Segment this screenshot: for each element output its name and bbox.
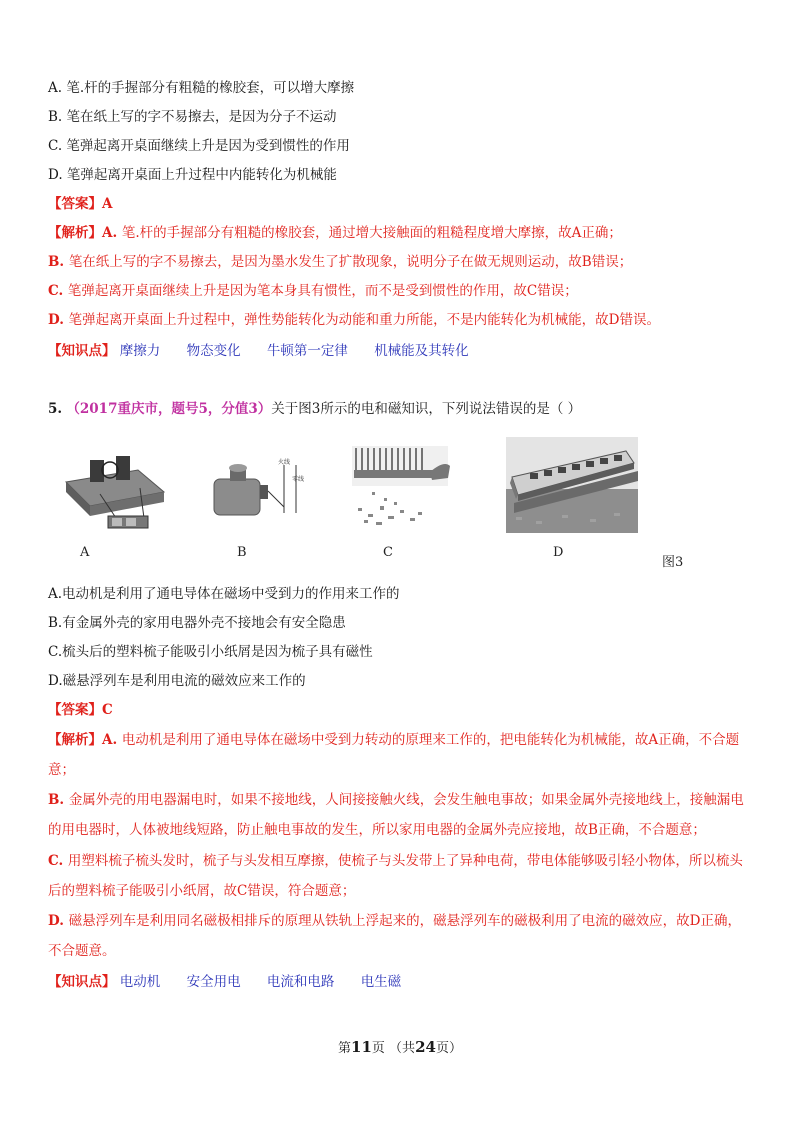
kp-item: 牛顿第一定律 xyxy=(266,343,348,359)
q5-analysis-line: 后的塑料梳子能吸引小纸屑，故C错误，符合题意； xyxy=(48,883,356,899)
figure-label-b: B xyxy=(237,545,247,560)
figure-c-comb xyxy=(344,442,454,528)
q4-option-a: A. 笔.杆的手握部分有粗糙的橡胶套，可以增大摩擦 xyxy=(48,80,355,96)
q5-analysis-line: 不合题意。 xyxy=(48,943,116,959)
page-footer: 第11页 （共24页） xyxy=(338,1038,462,1056)
q5-analysis-line: 的用电器时，人体被地线短路，防止触电事故的发生，所以家用电器的金属外壳应接地，故B正确，不合题意； xyxy=(48,822,706,838)
figure-d-maglev-train xyxy=(506,437,638,533)
answer-value: C xyxy=(102,702,113,718)
answer-value: A xyxy=(102,196,113,212)
figure-b-appliance xyxy=(212,455,312,525)
svg-text:零线: 零线 xyxy=(292,476,305,483)
kp-item: 物态变化 xyxy=(186,343,241,359)
kp-item: 电流和电路 xyxy=(266,974,335,990)
answer-tag: 【答案】 xyxy=(48,196,102,212)
q4-option-d: D. 笔弹起离开桌面上升过程中内能转化为机械能 xyxy=(48,167,337,183)
kp-item: 电动机 xyxy=(119,974,161,990)
q4-option-c: C. 笔弹起离开桌面继续上升是因为受到惯性的作用 xyxy=(48,138,350,154)
q5-option-d: D.磁悬浮列车是利用电流的磁效应来工作的 xyxy=(48,673,306,689)
kp-item: 电生磁 xyxy=(360,974,402,990)
q5-option-b: B.有金属外壳的家用电器外壳不接地会有安全隐患 xyxy=(48,615,346,631)
page-number: 11 xyxy=(351,1038,372,1056)
q4-analysis-a: 【解析】A. 笔.杆的手握部分有粗糙的橡胶套，通过增大接触面的粗糙程度增大摩擦，故A正确； xyxy=(48,225,622,241)
kp-tag: 【知识点】 xyxy=(48,974,116,990)
q5-option-c: C.梳头后的塑料梳子能吸引小纸屑是因为梳子具有磁性 xyxy=(48,644,373,660)
q5-analysis-line: 意； xyxy=(48,762,75,778)
figure-a-motor xyxy=(60,444,170,534)
question-source: （2017重庆市，题号5，分值3） xyxy=(66,401,272,417)
q5-analysis-line: 【解析】A. 电动机是利用了通电导体在磁场中受到力转动的原理来工作的，把电能转化为机械能，故A正确，不合题 xyxy=(48,732,740,748)
question-text: 关于图3所示的电和磁知识，下列说法错误的是（ ） xyxy=(271,401,582,417)
q5-stem xyxy=(48,399,581,419)
q4-analysis-b: B. 笔在纸上写的字不易擦去，是因为墨水发生了扩散现象，说明分子在做无规则运动，故B错误； xyxy=(48,254,633,270)
figure-label-d: D xyxy=(553,545,564,560)
q5-knowledge-points xyxy=(48,972,423,992)
analysis-tag: 【解析】 xyxy=(48,225,102,241)
q5-analysis-line: D. 磁悬浮列车是利用同名磁极相排斥的原理从铁轨上浮起来的，磁悬浮列车的磁极利用了电流的磁效应，故D正确， xyxy=(48,913,741,929)
kp-item: 摩擦力 xyxy=(119,343,161,359)
q4-option-b: B. 笔在纸上写的字不易擦去，是因为分子不运动 xyxy=(48,109,337,125)
figure-label-c: C xyxy=(383,545,393,560)
q5-analysis-line: C. 用塑料梳子梳头发时，梳子与头发相互摩擦，使梳子与头发带上了异种电荷，带电体能够吸引轻小物体，所以梳头 xyxy=(48,853,743,869)
figure-label-a: A xyxy=(80,545,90,560)
kp-item: 安全用电 xyxy=(186,974,241,990)
q5-analysis-line: B. 金属外壳的用电器漏电时，如果不接地线，人间接接触火线，会发生触电事故；如果金属外壳接地线上，接触漏电 xyxy=(48,792,744,808)
q5-option-a: A.电动机是利用了通电导体在磁场中受到力的作用来工作的 xyxy=(48,586,400,602)
page-total: 24 xyxy=(415,1038,436,1056)
kp-item: 机械能及其转化 xyxy=(374,343,469,359)
q4-knowledge-points xyxy=(48,341,491,361)
svg-text:火线: 火线 xyxy=(278,459,291,466)
q4-answer xyxy=(48,194,112,214)
q5-answer xyxy=(48,700,113,720)
figure-caption: 图3 xyxy=(662,555,684,570)
answer-tag: 【答案】 xyxy=(48,702,102,718)
q4-analysis-d: D. 笔弹起离开桌面上升过程中，弹性势能转化为动能和重力所能，不是内能转化为机械能，故D错误。 xyxy=(48,312,660,328)
kp-tag: 【知识点】 xyxy=(48,343,116,359)
analysis-tag: 【解析】 xyxy=(48,732,102,748)
question-number: 5. xyxy=(48,401,63,417)
q4-analysis-c: C. 笔弹起离开桌面继续上升是因为笔本身具有惯性，而不是受到惯性的作用，故C错误； xyxy=(48,283,578,299)
